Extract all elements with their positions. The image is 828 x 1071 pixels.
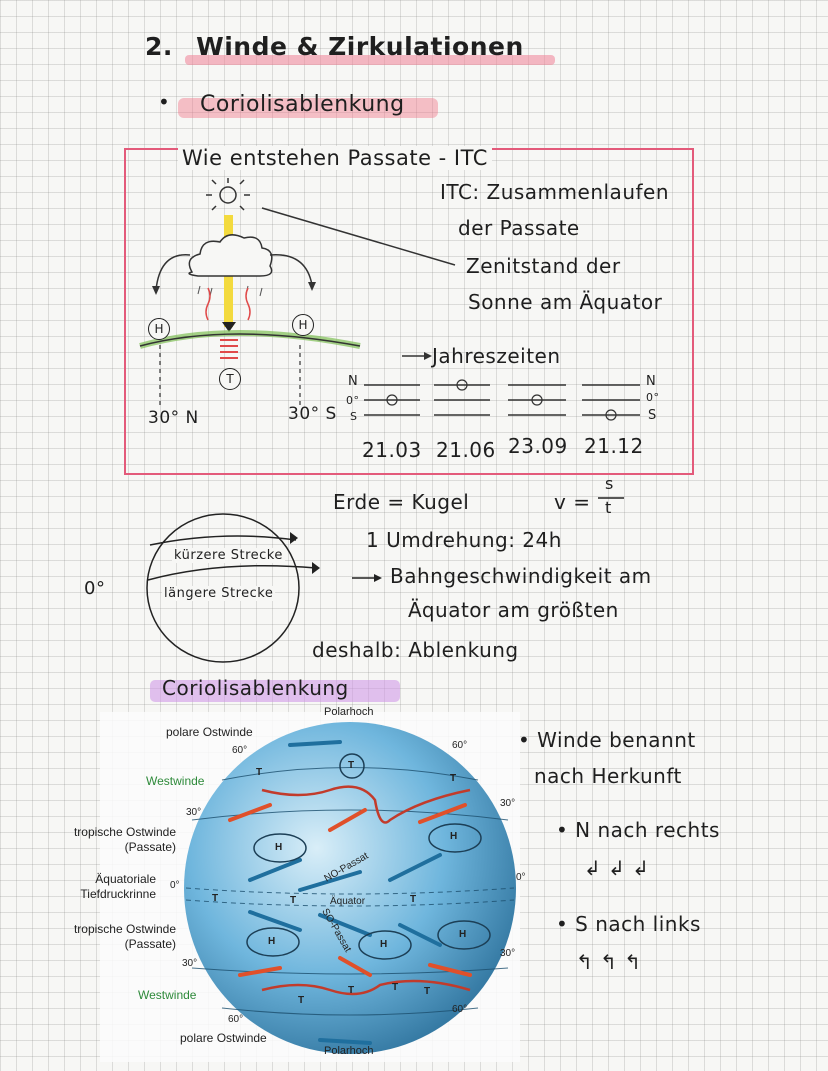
formula-numerator: s xyxy=(605,474,614,493)
equator-label: Äquator xyxy=(330,896,366,907)
season-date-3: 23.09 xyxy=(508,434,568,458)
short-path-label: kürzere Strecke xyxy=(174,548,283,563)
globe-low-1: T xyxy=(256,767,263,778)
formula-denominator: t xyxy=(605,498,612,517)
polar-easterlies-bottom: polare Ostwinde xyxy=(180,1031,267,1045)
circulation-arrow-right xyxy=(270,255,312,285)
circulation-arrow-left xyxy=(156,255,190,290)
season-axis-left-n: N xyxy=(348,374,359,389)
lat-60-bottom-right: 60° xyxy=(452,1004,468,1015)
bullet: • xyxy=(158,90,171,114)
rotation-time: 1 Umdrehung: 24h xyxy=(366,528,562,552)
high-pressure-left: H xyxy=(148,318,170,340)
season-axis-right-s: S xyxy=(648,408,657,423)
globe-low-8: T xyxy=(348,985,355,996)
season-date-2: 21.06 xyxy=(436,438,496,462)
lat-0-left: 0° xyxy=(170,880,180,891)
itcz-label-2: Tiefdruckrinne xyxy=(80,887,156,901)
globe-high-5: H xyxy=(459,929,467,940)
season-axis-left-s: S xyxy=(350,410,358,423)
lat-30n-label: 30° N xyxy=(148,408,199,428)
trade-winds-south-2: (Passate) xyxy=(124,937,176,951)
orbital-speed-2: Äquator am größten xyxy=(408,598,619,622)
polar-high-top: Polarhoch xyxy=(324,706,374,718)
note-arrows-left: ↰ ↰ ↰ xyxy=(576,950,642,974)
note-line-2: nach Herkunft xyxy=(534,764,682,788)
long-path-label: längere Strecke xyxy=(164,586,274,601)
season-bars xyxy=(364,385,640,415)
cloud-icon xyxy=(189,235,272,276)
itc-definition-2: der Passate xyxy=(458,216,580,240)
globe-high-4: H xyxy=(380,939,388,950)
low-spiral xyxy=(220,340,238,358)
therefore-deflection: deshalb: Ablenkung xyxy=(312,638,519,662)
note-line-3: • N nach rechts xyxy=(556,818,720,842)
globe-low-7: T xyxy=(298,995,305,1006)
globe-low-4: T xyxy=(212,893,219,904)
long-path-line xyxy=(148,566,316,580)
orbital-speed-1: Bahngeschwindigkeit am xyxy=(390,564,652,588)
ne-trade-label: NO-Passat xyxy=(322,850,371,885)
season-date-1: 21.03 xyxy=(362,438,422,462)
globe-high-3: H xyxy=(268,936,276,947)
itc-definition-1: ITC: Zusammenlaufen xyxy=(440,180,670,204)
globe-low-5: T xyxy=(290,895,297,906)
lat-0-right: 0° xyxy=(516,872,526,883)
lat-30-top-left: 30° xyxy=(186,807,202,818)
se-trade-label: SO-Passat xyxy=(319,906,354,955)
globe-high-2: H xyxy=(450,831,458,842)
lat-30-top-right: 30° xyxy=(500,798,516,809)
itc-definition-4: Sonne am Äquator xyxy=(468,290,663,314)
lat-60-top-left: 60° xyxy=(232,745,248,756)
lat-30-bottom-left: 30° xyxy=(182,958,198,969)
lat-30s-label: 30° S xyxy=(288,404,337,424)
seasons-heading: Jahreszeiten xyxy=(432,344,561,368)
lat-60-top-right: 60° xyxy=(452,740,468,751)
trade-winds-north-1: tropische Ostwinde xyxy=(73,825,176,839)
globe-low-10: T xyxy=(424,986,431,997)
trade-winds-south-1: tropische Ostwinde xyxy=(73,922,176,936)
globe-low-9: T xyxy=(392,982,399,993)
zero-degree-label: 0° xyxy=(84,578,106,599)
high-pressure-right: H xyxy=(292,314,314,336)
formula-v: v = xyxy=(554,490,591,514)
short-path-line xyxy=(150,536,296,545)
globe-high-1: H xyxy=(275,842,283,853)
season-axis-left-0: 0° xyxy=(346,394,360,407)
itcz-label-1: Äquatoriale xyxy=(95,872,156,886)
subtitle: Coriolisablenkung xyxy=(200,92,405,117)
section-number: 2. xyxy=(145,32,173,61)
coriolis-heading: Coriolisablenkung xyxy=(162,676,349,700)
lat-30-bottom-right: 30° xyxy=(500,948,516,959)
globe-low-2: T xyxy=(348,760,355,771)
season-axis-right-0: 0° xyxy=(646,391,660,404)
polar-high-bottom: Polarhoch xyxy=(324,1045,374,1057)
note-line-1: • Winde benannt xyxy=(518,728,696,752)
itc-box-title: Wie entstehen Passate - ITC xyxy=(178,146,492,170)
globe-low-6: T xyxy=(410,894,417,905)
lat-60-bottom-left: 60° xyxy=(228,1014,244,1025)
earth-sphere-text: Erde = Kugel xyxy=(333,490,470,514)
polar-easterlies-top: polare Ostwinde xyxy=(166,725,253,739)
westerlies-bottom: Westwinde xyxy=(138,988,197,1002)
note-arrows-right: ↲ ↲ ↲ xyxy=(584,856,650,880)
sun-icon xyxy=(206,178,250,210)
note-line-5: • S nach links xyxy=(556,912,701,936)
westerlies-top: Westwinde xyxy=(146,774,205,788)
trade-winds-north-2: (Passate) xyxy=(124,840,176,854)
itc-definition-3: Zenitstand der xyxy=(466,254,621,278)
season-date-4: 21.12 xyxy=(584,434,644,458)
season-axis-right-n: N xyxy=(646,374,657,389)
low-pressure: T xyxy=(219,368,241,390)
title-text: Winde & Zirkulationen xyxy=(196,32,524,61)
globe-low-3: T xyxy=(450,773,457,784)
